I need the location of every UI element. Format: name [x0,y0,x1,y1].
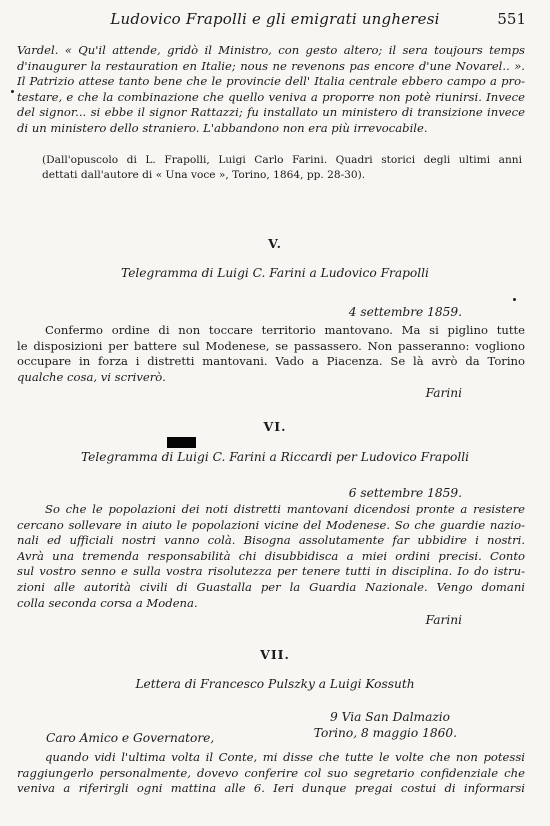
text-line: cercano sollevare in aiuto le popolazioni vicine del Modenese. So che guardie nazio- [17,517,525,532]
text-line: di un ministero dello straniero. L'abbandono non era più irrevocabile. [17,120,428,135]
redaction-mark [167,437,196,448]
section-vii-place-date: Torino, 8 maggio 1860. [313,726,457,740]
print-speck [11,90,14,93]
text-line: Il Patrizio attese tanto bene che le provincie dell' Italia centrale ebbero campo a pro- [17,74,525,89]
section-vi-heading: Telegramma di Luigi C. Farini a Riccardi per Ludovico Frapolli [80,450,470,464]
section-v-numeral: V. [268,236,282,251]
section-vii-heading: Lettera di Francesco Pulszky a Luigi Kossuth [135,677,415,691]
text-line: Confermo ordine di non toccare territorio mantovano. Ma si piglino tutte [45,323,525,337]
section-vi-date: 6 settembre 1859. [348,486,462,500]
print-speck [513,298,516,301]
text-line: qualche cosa, vi scriverò. [17,369,166,384]
citation-line: (Dall'opuscolo di L. Frapolli, Luigi Carlo Farini. Quadri storici degli ultimi anni [42,154,522,166]
text-line: le disposizioni per battere sul Modenese, se passassero. Non passeranno: vogliono [17,338,525,353]
running-header [22,10,528,32]
section-v-date: 4 settembre 1859. [348,305,462,319]
text-line: quando vidi l'ultima volta il Conte, mi disse che tutte le volte che non potessi [45,750,525,764]
section-vi-signature: Farini [425,613,462,627]
section-vii-salutation: Caro Amico e Governatore, [46,731,215,745]
running-title: Ludovico Frapolli e gli emigrati ungheresi [110,10,440,28]
section-v-body [17,323,525,385]
page-number: 551 [497,10,526,28]
text-line: raggiungerlo personalmente, dovevo conferire col suo segretario confidenziale che [17,765,525,780]
section-v-heading: Telegramma di Luigi C. Farini a Ludovico Frapolli [121,266,429,280]
text-line: testare, e che la combinazione che quello veniva a proporre non potè riunirsi. Invece [17,89,525,104]
text-line: Avrà una tremenda responsabilità chi disubbidisca a miei ordini precisi. Conto [17,548,525,563]
section-vii-numeral: VII. [260,647,290,662]
section-vii-address: 9 Via San Dalmazio [329,710,450,724]
text-line: So che le popolazioni dei noti distretti mantovani dicendosi pronte a resistere [45,502,525,516]
text-line: del signor... si ebbe il signor Rattazzi; fu installato un ministero di transizione invece [17,105,525,120]
section-v-signature: Farini [425,386,462,400]
section-vi-body [17,502,525,611]
intro-paragraph [17,43,525,137]
text-line: veniva a riferirgli ogni mattina alle 6. Ieri dunque pregai costui di informarsi [17,781,525,796]
text-line: occupare in forza i distretti mantovani. Vado a Piacenza. Se là avrò da Torino [17,354,525,369]
text-line: zioni alle autorità civili di Guastalla per la Guardia Nazionale. Vengo domani [17,579,525,594]
text-line: sul vostro senno e sulla vostra risolutezza per tenere tutti in disciplina. Io do istru- [17,564,525,579]
citation-line: dettati dall'autore di « Una voce », Torino, 1864, pp. 28-30). [42,169,366,182]
text-line: Vardel. « Qu'il attende, gridò il Ministro, con gesto altero; il sera toujours temps [17,43,525,57]
text-line: colla seconda corsa a Modena. [17,595,198,610]
section-vii-body [17,750,525,797]
source-citation [42,153,522,184]
text-line: d'inaugurer la restauration en Italie; nous ne revenons pas encore d'une Novarel.. ». [17,58,525,73]
section-vi-numeral: VI. [263,419,287,434]
text-line: nali ed ufficiali nostri vanno colà. Bisogna assolutamente far ubbidire i nostri. [17,533,525,548]
